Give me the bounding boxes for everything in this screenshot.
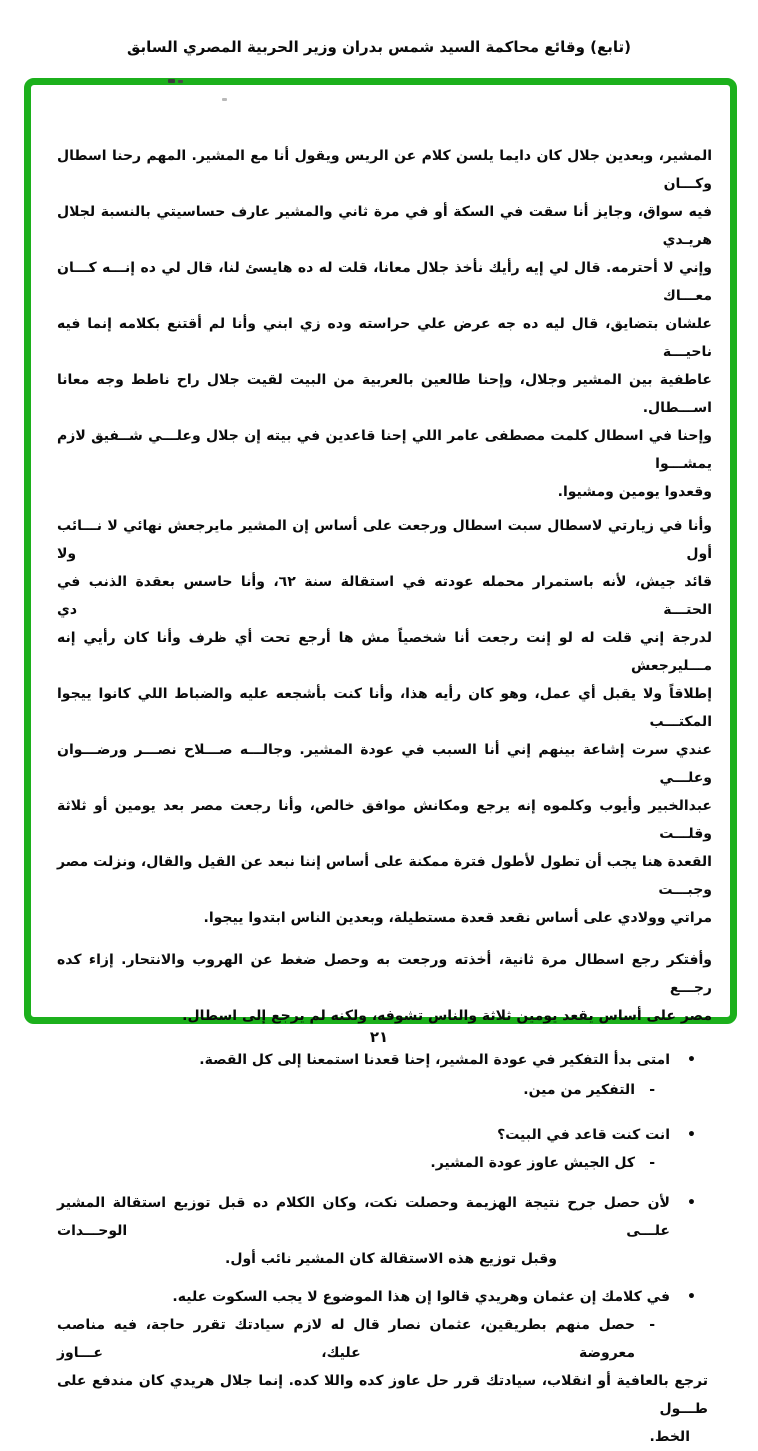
paragraph [57, 946, 712, 1030]
text-run: قائد جيش، لأنه باستمرار محمله عودته في استقالة سنة ٦٢، وأنا حاسس بعقدة الذنب في الحتـــة دي [57, 574, 712, 618]
text-line [57, 198, 712, 254]
text-run: إطلاقاً ولا يقبل أي عمل، وهو كان رأيه هذا، وأنا كنت بأشجعه عليه والضباط اللي كانوا ييجوا المكتـــب [57, 686, 712, 730]
paragraph [57, 512, 712, 932]
text-run: عاطفية بين المشير وجلال، وإحنا طالعين بالعربية من البيت لقيت جلال راح ناطط وجه معانا اســـطال. [57, 372, 712, 416]
list-item-bullet [57, 1189, 712, 1273]
text-line [57, 310, 712, 366]
text-line [57, 946, 712, 1002]
text-line [57, 1046, 712, 1074]
scan-artifact [222, 98, 227, 101]
text-run: الخط. [649, 1429, 690, 1445]
dash-icon: - [649, 1155, 655, 1171]
text-run: وأنا في زيارتي لاسطال سبت اسطال ورجعت على أساس إن المشير مايرجعش نهائي لا نـــائب أول ولا [57, 518, 712, 562]
dash-icon: - [649, 1082, 655, 1098]
page-header: (تابع) وقائع محاكمة السيد شمس بدران وزير الحربية المصري السابق [126, 38, 632, 56]
text-line [57, 904, 712, 932]
text-line [57, 1121, 712, 1149]
page-number: ٢١ [369, 1028, 389, 1046]
dash-icon: - [649, 1317, 655, 1333]
text-line [57, 1367, 712, 1423]
text-line [57, 254, 712, 310]
bullet-icon: • [687, 1052, 696, 1068]
scan-artifact [178, 80, 183, 83]
text-run: مراتي وولادي على أساس نقعد قعدة مستطيلة، وبعدين الناس ابتدوا ييجوا. [203, 910, 712, 926]
text-run: فيه سواق، وجايز أنا سقت في السكة أو في مرة ثاني والمشير عارف حساسيتي بالنسبة لجلال هريـدي [57, 204, 712, 248]
text-line [57, 478, 712, 506]
text-run: التفكير من مين. [523, 1082, 635, 1098]
text-line [57, 422, 712, 478]
list-item-dash [57, 1149, 712, 1177]
text-run: لدرجة إني قلت له لو إنت رجعت أنا شخصياً مش ها أرجع تحت أي ظرف وأنا كان رأيي إنه مـــليرجعش [57, 630, 712, 674]
text-run: وقعدوا يومين ومشيوا. [557, 484, 712, 500]
text-line [57, 1189, 712, 1245]
text-run: عبدالخبير وأيوب وكلموه إنه يرجع ومكانش موافق خالص، وأنا رجعت مصر بعد يومين أو ثلاثة وقلـــت [57, 798, 712, 842]
text-line [57, 624, 712, 680]
text-line [57, 736, 712, 792]
text-run: في كلامك إن عثمان وهريدي قالوا إن هذا الموضوع لا يجب السكوت عليه. [172, 1289, 670, 1305]
list-item-bullet [57, 1283, 712, 1311]
text-run: القعدة هنا يجب أن تطول لأطول فترة ممكنة على أساس إننا نبعد عن القيل والقال، ونزلت مصر وجبـــت [57, 854, 712, 898]
text-line [57, 1283, 712, 1311]
text-run: حصل منهم بطريقين، عثمان نصار قال له لازم سيادتك تقرر حاجة، فيه مناصب معروضة عليك، عـــاوز [57, 1317, 635, 1361]
text-run: كل الجيش عاوز عودة المشير. [430, 1155, 635, 1171]
text-line [57, 1149, 712, 1177]
text-run: وقبل توزيع هذه الاستقالة كان المشير نائب أول. [225, 1251, 557, 1267]
paragraph [57, 142, 712, 506]
text-line [57, 1311, 712, 1367]
text-run: وأفتكر رجع اسطال مرة ثانية، أخذته ورجعت به وحصل ضغط عن الهروب والانتحار. إزاء كده رجـــع [57, 952, 712, 996]
text-line [57, 680, 712, 736]
text-line [57, 512, 712, 568]
text-run: امتى بدأ التفكير في عودة المشير، إحنا قعدنا استمعنا إلى كل القصة. [199, 1052, 670, 1068]
list-item-bullet [57, 1121, 712, 1149]
text-run: وإني لا أحترمه. قال لي إيه رأيك نأخذ جلال معانا، قلت له ده هايسئ لنا، قال لي ده إنـــه كـــان معـــاك [57, 260, 712, 304]
text-run: المشير، وبعدين جلال كان دايما يلسن كلام عن الريس ويقول أنا مع المشير. المهم رحنا اسطال وكـــان [57, 148, 712, 192]
text-line [57, 142, 712, 198]
bullet-icon: • [687, 1289, 696, 1305]
bullet-icon: • [687, 1127, 696, 1143]
text-line [57, 848, 712, 904]
text-run: مصر على أساس يقعد يومين ثلاثة والناس تشوفه، ولكنه لم يرجع إلى اسطال. [182, 1008, 712, 1024]
text-run: وإحنا في اسطال كلمت مصطفى عامر اللي إحنا قاعدين في بيته إن جلال وعلـــي شــفيق لازم يمشـــوا [57, 428, 712, 472]
text-run: انت كنت قاعد في البيت؟ [497, 1127, 670, 1143]
bullet-icon: • [687, 1195, 696, 1211]
list-item-bullet [57, 1046, 712, 1074]
text-line [57, 1423, 712, 1451]
text-run: عندي سرت إشاعة بينهم إني أنا السبب في عودة المشير. وجالـــه صـــلاح نصـــر ورضـــوان وعلـــي [57, 742, 712, 786]
text-line [57, 792, 712, 848]
scan-artifact [168, 79, 175, 83]
text-run: لأن حصل جرح نتيجة الهزيمة وحصلت نكت، وكان الكلام ده قبل توزيع استقالة المشير علـــى الوحـــدات [57, 1195, 670, 1239]
text-line [57, 1002, 712, 1030]
list-item-dash [57, 1311, 712, 1451]
text-line [57, 1076, 712, 1104]
text-line [57, 568, 712, 624]
text-line [57, 1245, 712, 1273]
list-item-dash [57, 1076, 712, 1104]
text-run: علشان بتضايق، قال ليه ده جه عرض علي حراسته وده زي ابني وأنا لم أقتنع بكلامه إنما فيه ناحيـــة [57, 316, 712, 360]
text-line [57, 366, 712, 422]
text-run: ترجع بالعافية أو انقلاب، سيادتك قرر حل عاوز كده واللا كده. إنما جلال هريدي كان مندفع على طـــول [57, 1373, 708, 1417]
